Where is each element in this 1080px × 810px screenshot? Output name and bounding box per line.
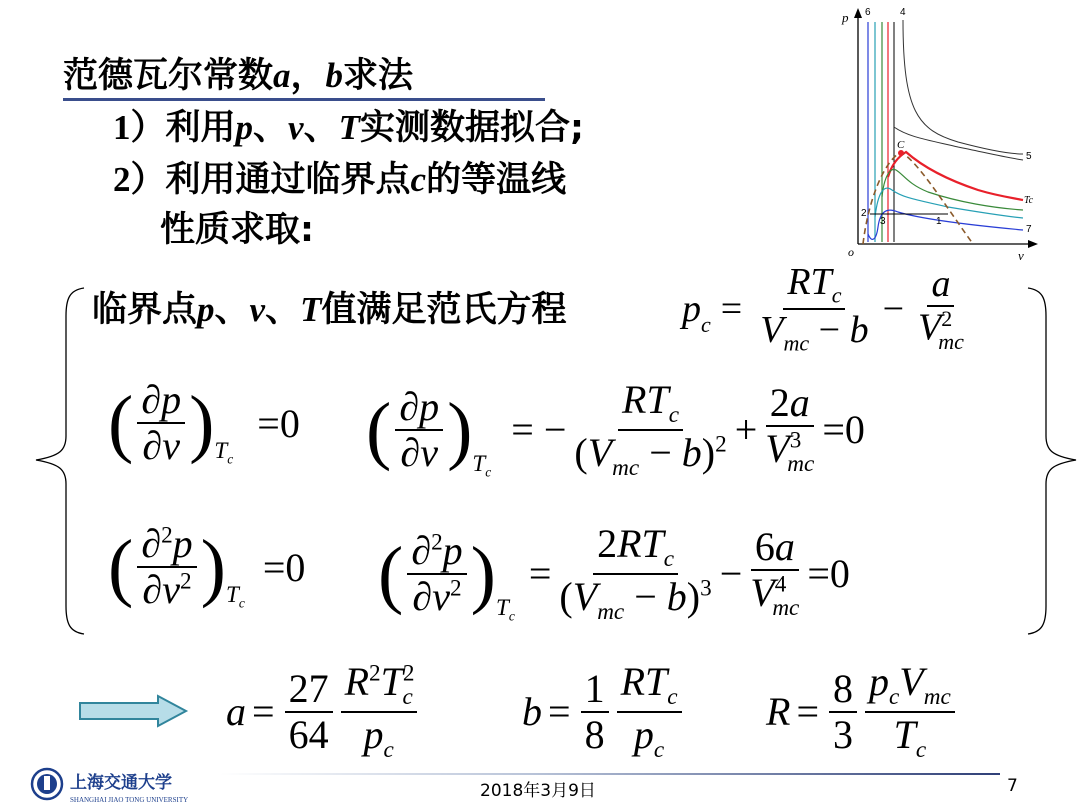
method-item-2: 2）利用通过临界点c的等温线	[113, 160, 567, 200]
axis-p-label: p	[842, 10, 849, 25]
right-brace	[1020, 286, 1080, 636]
curve-label-3: 3	[880, 216, 886, 227]
title-underline	[63, 98, 545, 101]
curve-label-4: 4	[900, 7, 906, 18]
curve-label-1: 1	[936, 216, 942, 227]
origin-label: o	[848, 245, 854, 259]
slide-title: 范德瓦尔常数a，b求法	[63, 56, 414, 96]
logo-english-name: SHANGHAI JIAO TONG UNIVERSITY	[70, 796, 189, 804]
second-derivative-expansion: ( $\frac{\partial^2p}{\partial v^2}$ ) $_{T_c}$ = $\frac{2RT_c}{(V_{mc} - b)^3}$ − $\frac{6a}{V^4_{mc}}$ = 0	[378, 521, 850, 625]
critical-point-label: C	[897, 139, 905, 151]
result-a: a = $\frac{27}{64}$ $\frac{R^2T^2_c}{p_c}$	[226, 660, 421, 763]
method-item-1: 1）利用p、v、T实测数据拟合;	[113, 108, 584, 148]
pv-isotherm-diagram	[808, 2, 1040, 264]
result-r: R = $\frac{8}{3}$ $\frac{p_cV_{mc}}{T_c}$	[766, 660, 959, 763]
result-arrow	[78, 694, 190, 728]
curve-label-tc: Tc	[1024, 195, 1034, 206]
page-number: 7	[1007, 776, 1018, 796]
method-item-2-continued: 性质求取:	[160, 210, 314, 250]
university-logo	[30, 766, 230, 806]
critical-condition-text: 临界点p、v、T值满足范氏方程	[92, 290, 567, 330]
first-derivative-expansion: ( $\frac{\partial p}{\partial v}$ ) $_{T_c}$ = − $\frac{RT_c}{(V_{mc} - b)^2}$ + $\frac{2a}{V^3_{mc}}$ = 0	[366, 377, 865, 481]
second-derivative-condition: ( $\frac{\partial^2p}{\partial v^2}$ ) $_{T_c}$ = 0	[108, 521, 306, 612]
curve-label-5: 5	[1026, 151, 1032, 162]
axis-v-label: v	[1018, 248, 1024, 263]
vdw-equation: p $_c$ = $\frac{RT_c}{V_{mc} - b}$ − $\frac{a}{V^2_{mc}}$	[682, 261, 964, 356]
curve-label-7: 7	[1026, 224, 1032, 235]
curve-label-2: 2	[861, 208, 867, 219]
footer-divider	[220, 773, 1000, 775]
left-brace	[32, 286, 92, 636]
first-derivative-condition: ( $\frac{\partial p}{\partial v}$ ) $_{T_c}$ = 0	[108, 377, 300, 468]
footer-date: 2018年3月9日	[480, 781, 596, 801]
logo-chinese-name: 上海交通大学	[70, 773, 172, 793]
result-b: b = $\frac{1}{8}$ $\frac{RT_c}{p_c}$	[522, 660, 686, 763]
curve-label-6: 6	[865, 7, 871, 18]
